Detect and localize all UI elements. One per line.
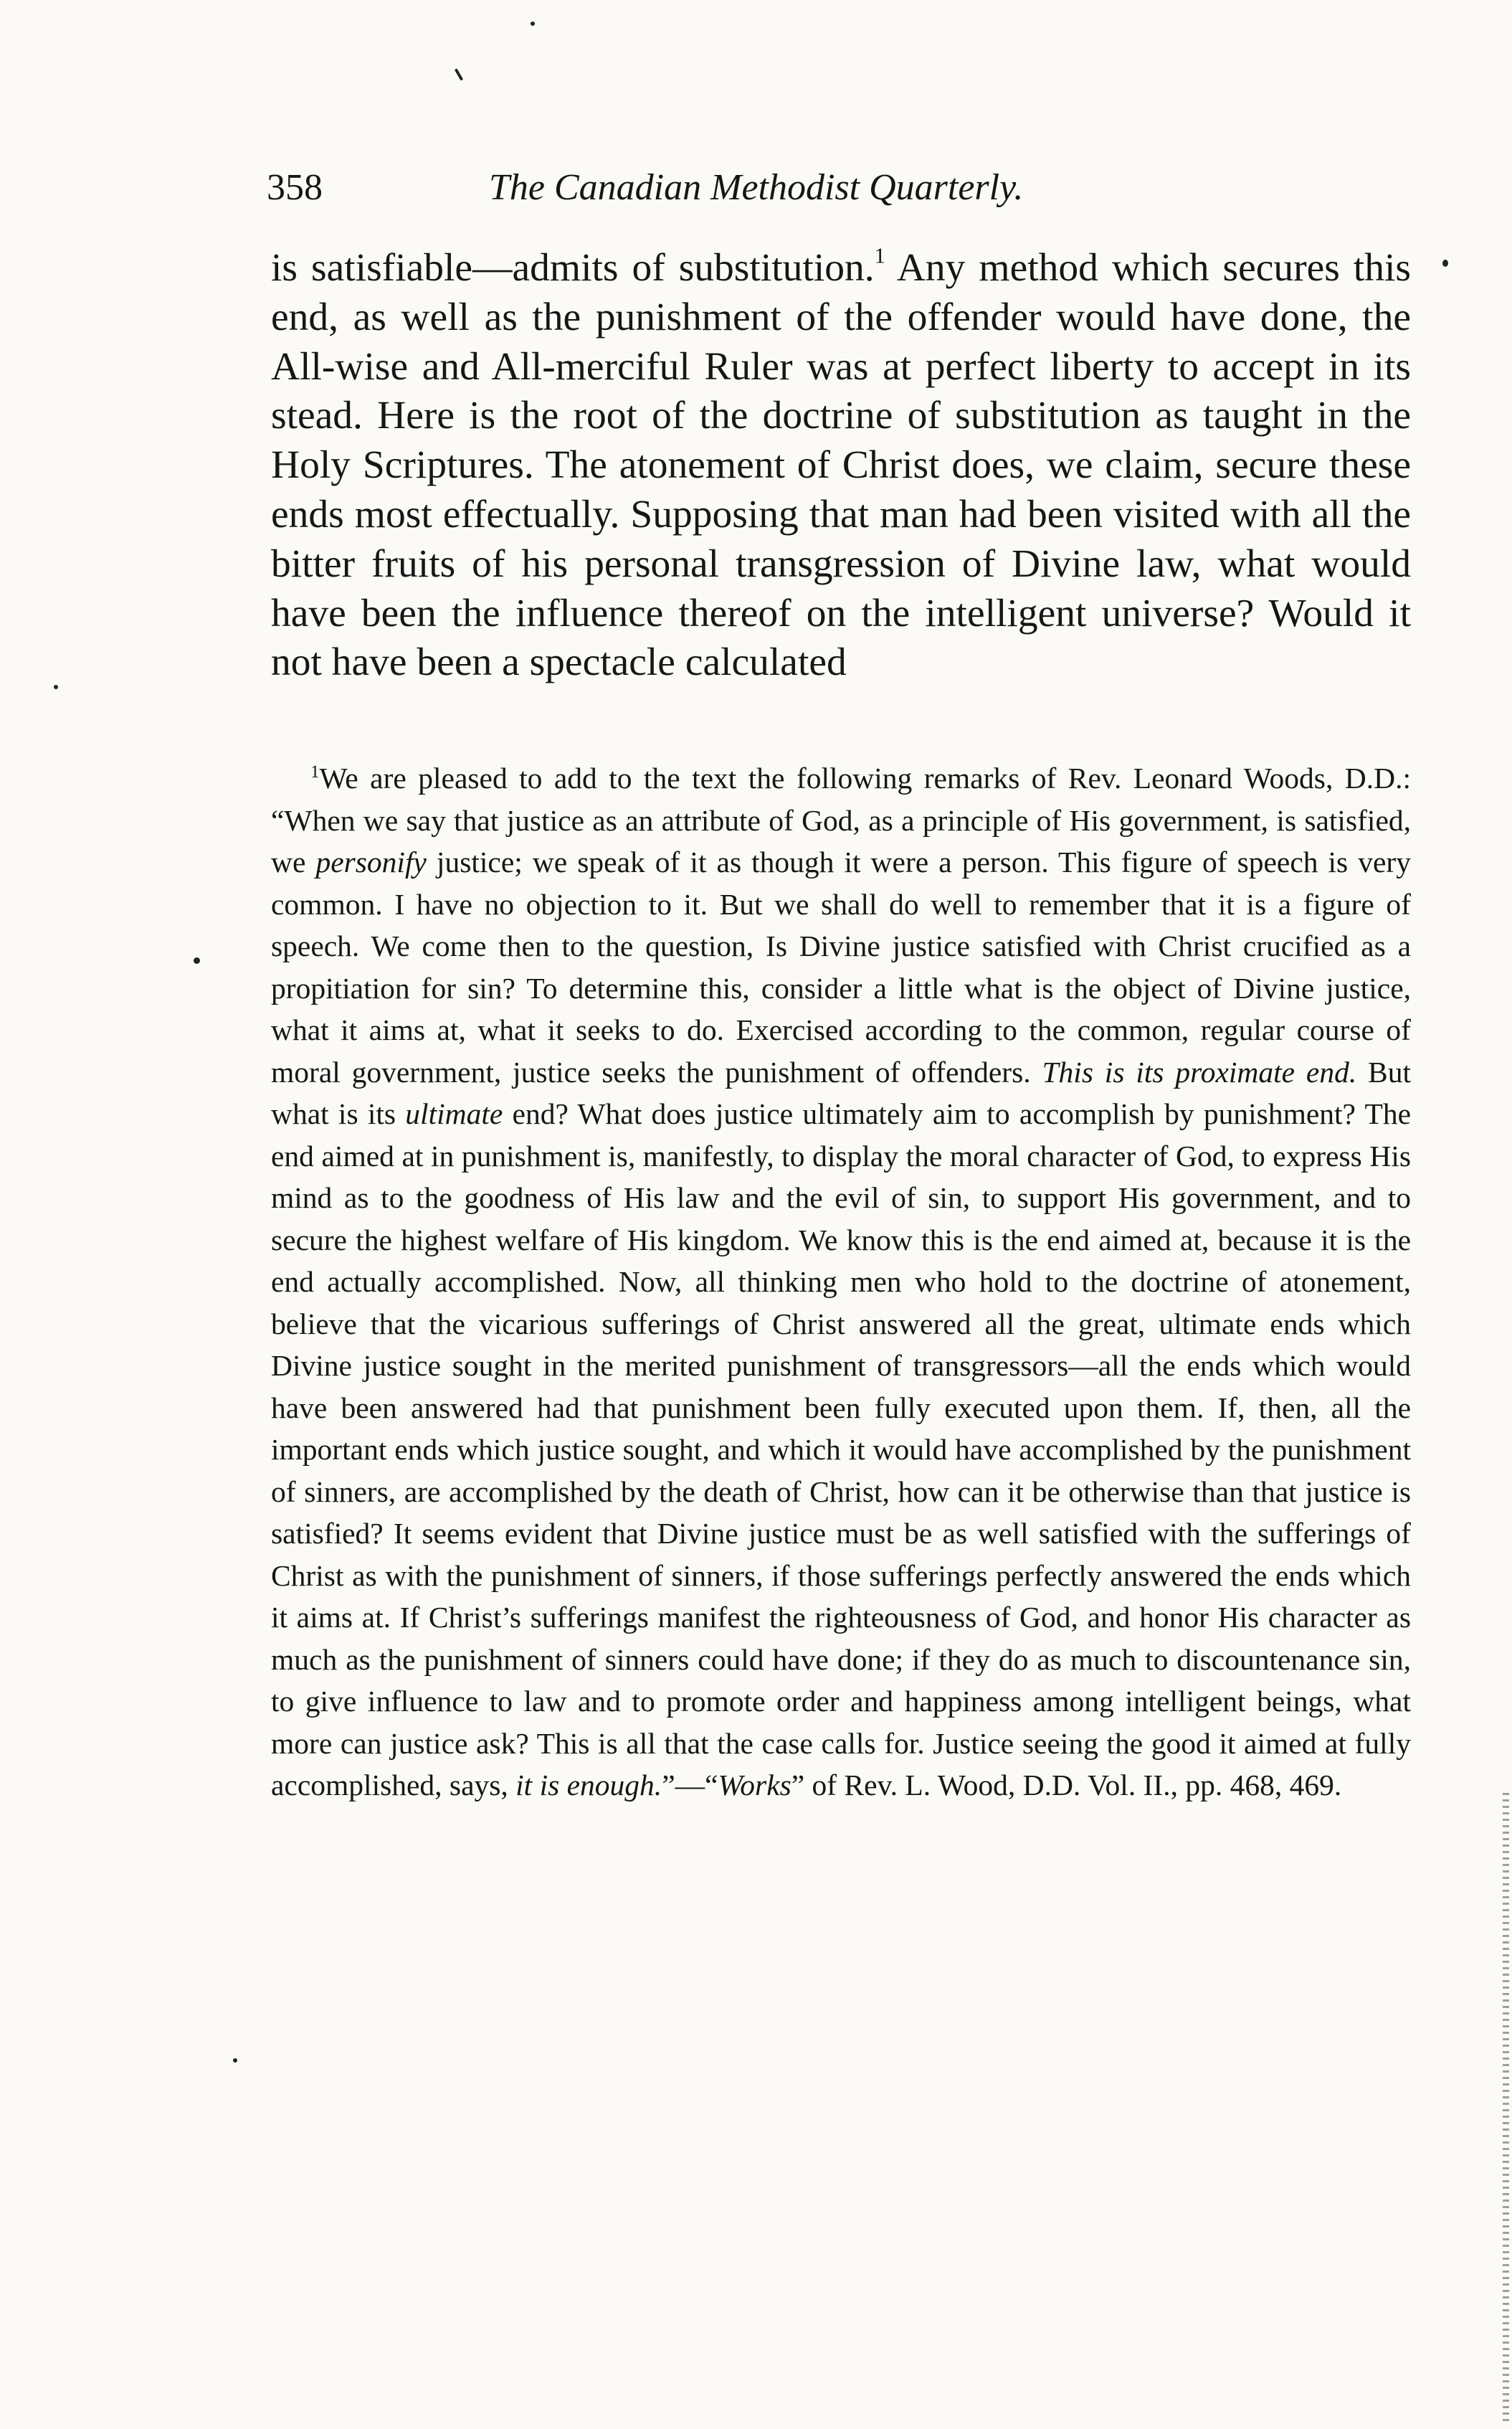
scan-speck (455, 68, 463, 81)
scan-speck (233, 2058, 237, 2063)
main-text-part-2: Any method which secures this end, as well as the punishment of the offender would have done, the All-wise and All-merciful Ruler was at perfect liberty to accept in its stead. Here is the root of the doctrine of substitution as taught in the Holy Scriptures. The atonement of Christ does, we claim, secure these ends most effectually. Supposing that man had been visited with all the bitter fruits of his personal transgression of Divine law, what would have been the influence thereof on the intelligent universe? Would it not have been a spectacle calculated (271, 246, 1411, 685)
scan-edge-stripe (1503, 1793, 1509, 2424)
footnote-reference: 1 (874, 243, 885, 268)
main-paragraph (271, 244, 1411, 688)
footnote (271, 757, 1411, 1807)
scan-speck (194, 957, 200, 964)
footnote-italic-5: Works (718, 1769, 791, 1801)
scan-speck (1442, 260, 1448, 267)
footnote-text-5: ”—“ (662, 1769, 718, 1801)
footnote-italic-3: ultimate (405, 1097, 503, 1130)
footnote-italic-1: personify (315, 846, 427, 879)
main-text-part-1: is satisfiable—admits of substitution. (271, 246, 875, 290)
scan-speck (54, 685, 58, 689)
footnote-marker: 1 (310, 762, 320, 782)
scan-speck (531, 22, 535, 26)
footnote-text-6: ” of Rev. L. Wood, D.D. Vol. II., pp. 468, 469. (791, 1769, 1342, 1801)
footnote-paragraph (271, 757, 1411, 1807)
footnote-text-3: But what is its (271, 1055, 1411, 1130)
footnote-text-2: justice; we speak of it as though it were a person. This figure of speech is very common. I have no objection to it. But we shall do well to remember that it is a figure of speech. We come then to the question, Is Divine justice satisfied with Christ crucified as a propitiation for sin? To determine this, consider a little what is the object of Divine justice, what it aims at, what it seeks to do. Exercised according to the common, regular course of moral government, justice seeks the punishment of offenders. (271, 846, 1411, 1089)
page-number: 358 (267, 167, 323, 208)
footnote-text-1: We are pleased to add to the text the following remarks of Rev. Leonard Woods, D.D.: “When we say that justice as an attribute of God, as a principle of His government, is satisfied, we (271, 762, 1411, 879)
footnote-text-4: end? What does justice ultimately aim to accomplish by punishment? The end aimed at in punishment is, manifestly, to display the moral character of God, to express His mind as to the goodness of His law and the evil of sin, to support His government, and to secure the highest welfare of His kingdom. We know this is the end aimed at, because it is the end actually accomplished. Now, all thinking men who hold to the doctrine of atonement, believe that the vicarious sufferings of Christ answered all the great, ultimate ends which Divine justice sought in the merited punishment of transgressors—all the ends which would have been answered had that punishment been fully executed upon them. If, then, all the important ends which justice sought, and which it would have accomplished by the punishment of sinners, are accomplished by the death of Christ, how can it be otherwise than that justice is satisfied? It seems evident that Divine justice must be as well satisfied with the sufferings of Christ as with the punishment of sinners, if those sufferings perfectly answered the ends which it aims at. If Christ’s sufferings manifest the righteousness of God, and honor His character as much as the punishment of sinners could have done; if they do as much to discountenance sin, to give influence to law and to promote order and happiness among intelligent beings, what more can justice ask? This is all that the case calls for. Justice seeing the good it aimed at fully accomplished, says, (271, 1097, 1411, 1801)
footnote-italic-4: it is enough. (515, 1769, 662, 1801)
running-header (267, 166, 1184, 209)
running-title: The Canadian Methodist Quarterly. (489, 167, 1024, 208)
main-text (271, 244, 1411, 688)
footnote-italic-2: This is its proximate end. (1042, 1055, 1357, 1089)
